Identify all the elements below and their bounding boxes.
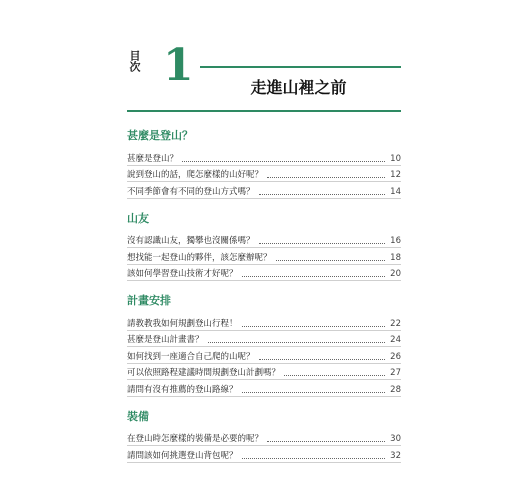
chapter-title-rule: [127, 110, 401, 112]
chapter-top-rule: [200, 66, 401, 68]
entry-page-number: 12: [390, 170, 401, 180]
section-title: 計畫安排: [127, 294, 171, 307]
toc-section: [127, 128, 401, 199]
dot-leader: [242, 276, 385, 277]
toc-entry[interactable]: [127, 166, 401, 183]
entry-text: 甚麼是登山計畫書？: [127, 335, 204, 345]
dot-leader: [242, 458, 385, 459]
dot-leader: [242, 326, 385, 327]
toc-entry[interactable]: [127, 265, 401, 282]
toc-entry[interactable]: [127, 149, 401, 166]
entry-text: 想找能一起登山的夥伴，該怎麼辦呢？: [127, 252, 272, 263]
section-title: 裝備: [127, 409, 149, 423]
toc-entry[interactable]: [127, 430, 401, 447]
entry-page-number: 18: [390, 252, 401, 263]
entry-text: 沒有認識山友，獨攀也沒關係嗎？: [127, 236, 255, 246]
entry-page-number: 30: [390, 434, 401, 444]
entry-text: 甚麼是登山？: [127, 153, 179, 164]
toc-entry[interactable]: [127, 182, 401, 199]
entry-page-number: 20: [390, 269, 401, 279]
toc-section: [127, 211, 401, 282]
entry-text: 請問有沒有推薦的登山路線？: [127, 384, 238, 395]
dot-leader: [267, 177, 385, 178]
entry-text: 如何找到一座適合自己爬的山呢？: [127, 351, 255, 362]
toc-entry[interactable]: [127, 314, 401, 331]
entry-text: 該如何學習登山技術才好呢？: [127, 269, 238, 279]
dot-leader: [267, 441, 385, 442]
toc-entry[interactable]: [127, 380, 401, 397]
toc-entry[interactable]: [127, 446, 401, 463]
toc-section: [127, 409, 401, 463]
toc-entry[interactable]: [127, 347, 401, 364]
dot-leader: [242, 392, 385, 393]
entry-text: 可以依照路程建議時間規劃登山計劃嗎？: [127, 368, 281, 378]
entry-page-number: 22: [390, 318, 401, 329]
entry-page-number: 16: [390, 236, 401, 246]
dot-leader: [284, 375, 385, 376]
toc-label: 目次: [128, 50, 141, 72]
toc-section: [127, 293, 401, 397]
dot-leader: [259, 243, 385, 244]
dot-leader: [276, 260, 385, 261]
entry-page-number: 32: [390, 450, 401, 461]
dot-leader: [259, 359, 385, 360]
section-title: 山友: [127, 211, 149, 225]
toc-entry[interactable]: [127, 232, 401, 249]
chapter-number: 1: [163, 40, 194, 91]
entry-page-number: 27: [390, 368, 401, 378]
entry-text: 在登山時怎麼樣的裝備是必要的呢？: [127, 434, 264, 444]
entry-page-number: 26: [390, 351, 401, 362]
dot-leader: [259, 194, 385, 195]
entry-page-number: 14: [390, 186, 401, 197]
entry-text: 請教教我如何規劃登山行程！: [127, 318, 238, 329]
dot-leader: [208, 342, 385, 343]
dot-leader: [182, 161, 385, 162]
entry-text: 不同季節會有不同的登山方式嗎？: [127, 186, 255, 197]
section-title: 甚麼是登山？: [127, 129, 193, 142]
entry-page-number: 28: [390, 384, 401, 395]
toc-entry[interactable]: [127, 364, 401, 381]
toc-entry[interactable]: [127, 248, 401, 265]
toc-sections: [127, 128, 401, 475]
chapter-title: 走進山裡之前: [250, 78, 347, 97]
entry-text: 說到登山的話，爬怎麼樣的山好呢？: [127, 170, 264, 180]
toc-entry[interactable]: [127, 331, 401, 348]
entry-page-number: 10: [390, 153, 401, 164]
entry-text: 請問該如何挑選登山背包呢？: [127, 450, 238, 461]
entry-page-number: 24: [390, 335, 401, 345]
